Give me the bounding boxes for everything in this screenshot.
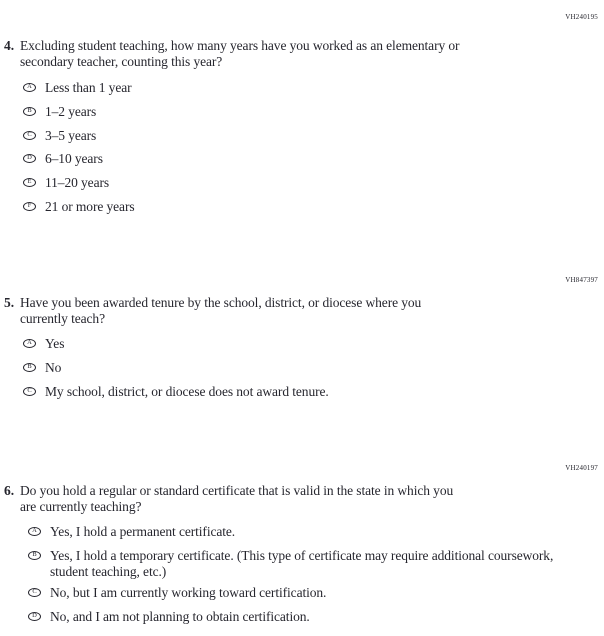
- option-letter: A: [32, 527, 37, 535]
- option-letter: B: [27, 107, 32, 115]
- option-letter: D: [27, 154, 32, 162]
- option-row: [23, 151, 103, 167]
- option-label: No: [45, 360, 62, 375]
- question-text-line: Excluding student teaching, how many years have you worked as an elementary or: [20, 38, 460, 53]
- option-label: 21 or more years: [45, 199, 135, 214]
- question-text-line: are currently teaching?: [20, 498, 142, 514]
- option-label: Yes, I hold a permanent certificate.: [50, 524, 236, 539]
- option-letter: A: [27, 339, 32, 347]
- option-row: [23, 128, 96, 144]
- option-bubble-icon[interactable]: [23, 178, 36, 187]
- question-number: 5.: [4, 295, 15, 310]
- option-label: 1–2 years: [45, 104, 97, 119]
- question-text-line: Have you been awarded tenure by the school, district, or diocese where you: [20, 295, 422, 310]
- question-code: VH240195: [565, 13, 598, 21]
- option-bubble-icon[interactable]: [28, 612, 41, 621]
- option-row: [23, 199, 135, 215]
- option-row: [28, 548, 553, 579]
- option-bubble-icon[interactable]: [23, 83, 36, 92]
- question-code: VH240197: [565, 464, 598, 472]
- option-row: [23, 360, 61, 376]
- option-row: [23, 175, 109, 191]
- option-row: [28, 585, 326, 601]
- option-letter: C: [27, 131, 32, 139]
- option-label: My school, district, or diocese does not award tenure.: [45, 384, 329, 399]
- option-bubble-icon[interactable]: [28, 527, 41, 536]
- option-row: [23, 104, 96, 120]
- option-letter: B: [27, 363, 32, 371]
- option-letter: E: [27, 178, 32, 186]
- option-row: [23, 336, 64, 352]
- option-row: [28, 609, 310, 625]
- option-bubble-icon[interactable]: [23, 363, 36, 372]
- option-bubble-icon[interactable]: [23, 387, 36, 396]
- option-letter: C: [32, 588, 37, 596]
- option-row: [23, 384, 329, 400]
- option-row: [23, 80, 132, 96]
- option-label: Less than 1 year: [45, 80, 132, 95]
- question-number: 6.: [4, 483, 15, 498]
- option-label: 6–10 years: [45, 151, 103, 166]
- question-number: 4.: [4, 38, 15, 53]
- option-label: Yes: [45, 336, 65, 351]
- option-bubble-icon[interactable]: [23, 202, 36, 211]
- option-bubble-icon[interactable]: [23, 131, 36, 140]
- option-bubble-icon[interactable]: [23, 107, 36, 116]
- question-text: [20, 295, 421, 326]
- option-bubble-icon[interactable]: [28, 588, 41, 597]
- option-bubble-icon[interactable]: [28, 551, 41, 560]
- question-text-line: Do you hold a regular or standard certificate that is valid in the state in which you: [20, 483, 454, 498]
- option-letter: D: [32, 612, 37, 620]
- question-text-line: currently teach?: [20, 310, 105, 326]
- option-row: [28, 524, 235, 540]
- option-label: 11–20 years: [45, 175, 110, 190]
- option-letter: A: [27, 83, 32, 91]
- option-letter: F: [27, 202, 32, 210]
- option-label: No, but I am currently working toward certification.: [50, 585, 327, 600]
- question-text: [20, 38, 459, 69]
- option-label: No, and I am not planning to obtain certification.: [50, 609, 310, 624]
- question-text-line: secondary teacher, counting this year?: [20, 53, 223, 69]
- question-text: [20, 483, 453, 514]
- option-label: 3–5 years: [45, 128, 97, 143]
- option-bubble-icon[interactable]: [23, 339, 36, 348]
- question-code: VH847397: [565, 276, 598, 284]
- option-letter: B: [32, 551, 37, 559]
- option-bubble-icon[interactable]: [23, 154, 36, 163]
- option-label: Yes, I hold a temporary certificate. (This type of certificate may require additional coursework, student teaching, etc.): [50, 548, 554, 579]
- option-letter: C: [27, 387, 32, 395]
